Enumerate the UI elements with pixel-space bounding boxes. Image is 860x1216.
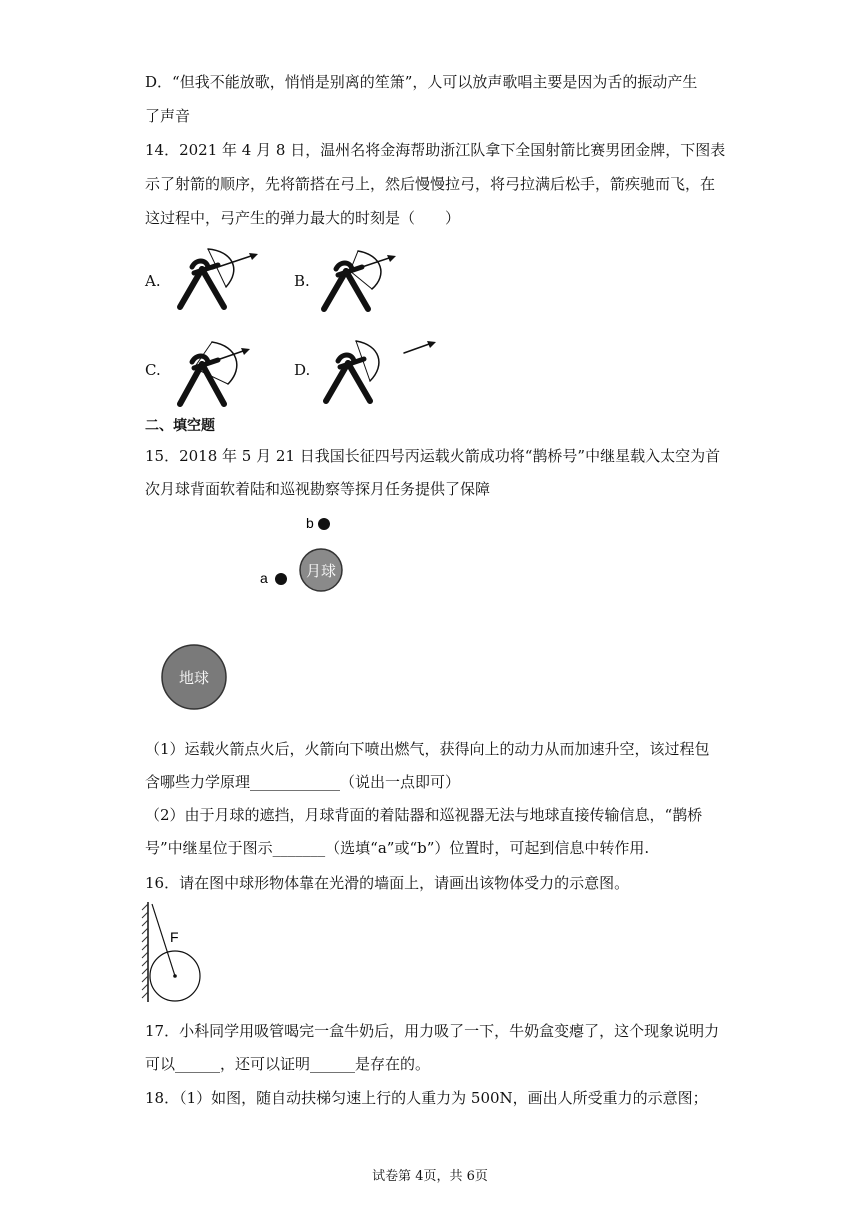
force-label-f: F (170, 929, 179, 945)
earth-moon-diagram (150, 505, 370, 720)
page-footer: 试卷第 4页，共 6页 (372, 1169, 488, 1184)
earth-label: 地球 (178, 669, 210, 687)
q14-option-a-label: A. (145, 272, 161, 290)
q15-line2: 次月球背面软着陆和巡视勘察等探月任务提供了保障 (145, 480, 491, 498)
q13-option-d-line1: D．“但我不能放歌，悄悄是别离的笙箫”，人可以放声歌唱主要是因为舌的振动产生 (145, 73, 698, 91)
archer-a-figure (172, 245, 262, 315)
moon-label: 月球 (305, 562, 337, 580)
q15-sub2-line2: 号”中继星位于图示_______（选填“a”或“b”）位置时，可起到信息中转作用. (145, 839, 650, 857)
section2-title: 二、填空题 (145, 418, 215, 434)
q15-sub1-line1: （1）运载火箭点火后，火箭向下喷出燃气，获得向上的动力从而加速升空，该过程包 (145, 740, 710, 758)
archer-b-figure (320, 247, 410, 317)
archer-c-figure (172, 338, 262, 413)
q14-option-c-label: C. (145, 361, 161, 379)
point-b (318, 518, 330, 530)
point-a (275, 573, 287, 585)
q17-line1: 17．小科同学用吸管喝完一盒牛奶后，用力吸了一下，牛奶盒变瘪了，这个现象说明力 (145, 1022, 720, 1040)
archer-d-figure (322, 335, 442, 410)
q14-line1: 14．2021 年 4 月 8 日，温州名将金海帮助浙江队拿下全国射箭比赛男团金牌，下图表 (145, 141, 726, 159)
q14-line2: 示了射箭的顺序，先将箭搭在弓上，然后慢慢拉弓，将弓拉满后松手，箭疾驰而飞，在 (145, 175, 716, 193)
q15-sub2-line1: （2）由于月球的遮挡，月球背面的着陆器和巡视器无法与地球直接传输信息，“鹊桥 (145, 806, 703, 824)
q18-line1: 18．（1）如图，随自动扶梯匀速上行的人重力为 500N，画出人所受重力的示意图； (145, 1089, 708, 1107)
q17-line2: 可以______，还可以证明______是存在的。 (145, 1055, 431, 1073)
q14-line3: 这过程中，弓产生的弹力最大的时刻是（ ） (145, 209, 461, 227)
label-a: a (260, 570, 268, 586)
label-b: b (306, 515, 314, 531)
q15-sub1-line2: 含哪些力学原理____________（说出一点即可） (145, 773, 461, 791)
q15-line1: 15．2018 年 5 月 21 日我国长征四号丙运载火箭成功将“鹊桥号”中继星载入太空为首 (145, 447, 721, 465)
ball-wall-diagram (140, 898, 210, 1008)
q13-option-d-line2: 了声音 (145, 107, 191, 125)
q16-line1: 16．请在图中球形物体靠在光滑的墙面上，请画出该物体受力的示意图。 (145, 874, 630, 892)
q14-option-d-label: D. (294, 361, 311, 379)
q14-option-b-label: B. (294, 272, 310, 290)
